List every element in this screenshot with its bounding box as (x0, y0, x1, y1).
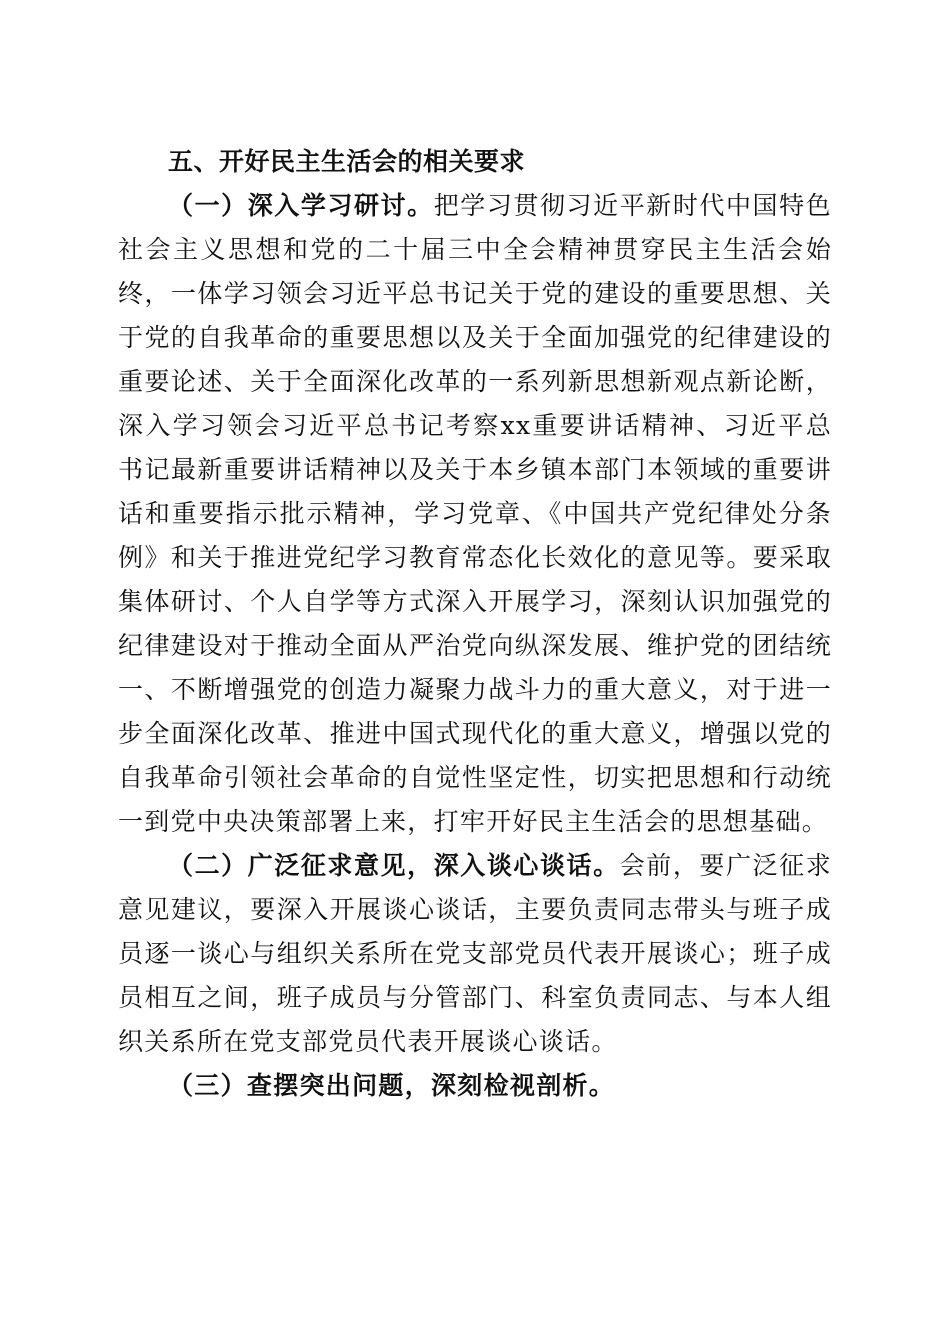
paragraph-text: 把学习贯彻习近平新时代中国特色社会主义思想和党的二十届三中全会精神贯穿民主生活会始终，一体学习领会习近平总书记关于党的建设的重要思想、关于党的自我革命的重要思想以及关于全面加强党的纪律建设的重要论述、关于全面深化改革的一系列新思想新观点新论断，深入学习领会习近平总书记考察xx重要讲话精神、习近平总书记最新重要讲话精神以及关于本乡镇本部门本领域的重要讲话和重要指示批示精神，学习党章、《中国共产党纪律处分条例》和关于推进党纪学习教育常态化长效化的意见等。要采取集体研讨、个人自学等方式深入开展学习，深刻认识加强党的纪律建设对于推动全面从严治党向纵深发展、维护党的团结统一、不断增强党的创造力凝聚力战斗力的重大意义，对于进一步全面深化改革、推进中国式现代化的重大意义，增强以党的自我革命引领社会革命的自觉性坚定性，切实把思想和行动统一到党中央决策部署上来，打牢开好民主生活会的思想基础。 (118, 191, 832, 836)
paragraph-problems (118, 1064, 832, 1108)
paragraph-lead: （一）深入学习研讨。 (168, 191, 434, 220)
paragraph-study (118, 184, 832, 844)
paragraph-lead: （三）查摆突出问题，深刻检视剖析。 (168, 1071, 616, 1100)
paragraph-lead: （二）广泛征求意见，深入谈心谈话。 (168, 851, 620, 880)
paragraph-opinions (118, 844, 832, 1064)
document-body (118, 140, 832, 1108)
paragraph-text: 会前，要广泛征求意见建议，要深入开展谈心谈话，主要负责同志带头与班子成员逐一谈心与组织关系所在党支部党员代表开展谈心；班子成员相互之间，班子成员与分管部门、科室负责同志、与本人组织关系所在党支部党员代表开展谈心谈话。 (118, 851, 832, 1056)
section-heading: 五、开好民主生活会的相关要求 (168, 147, 526, 176)
